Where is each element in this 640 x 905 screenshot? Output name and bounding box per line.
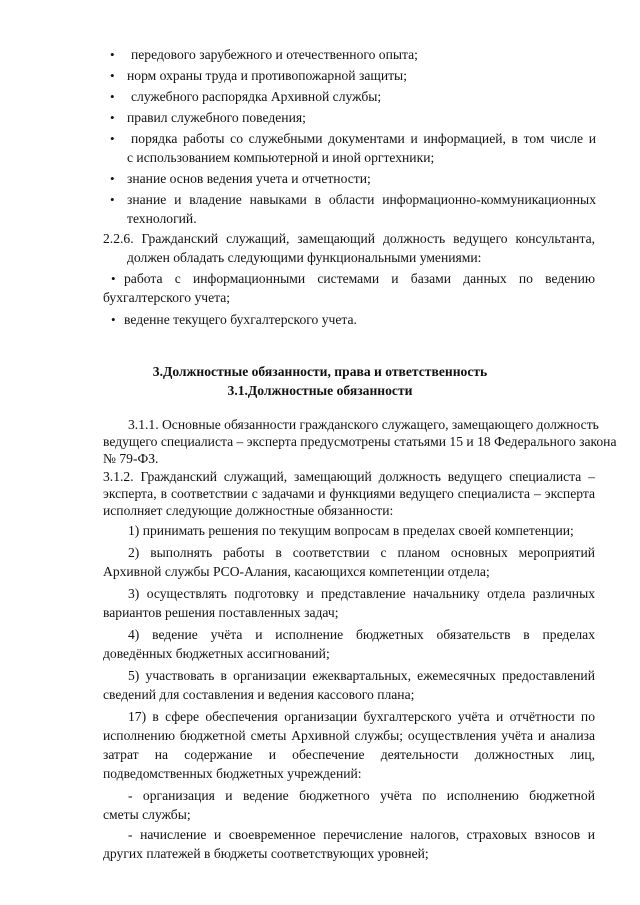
bullet-marker: • xyxy=(110,47,115,62)
list-item-continuation: бухгалтерского учета; xyxy=(103,290,231,305)
duty-item: 1) принимать решения по текущим вопросам в пределах своей компетенции; xyxy=(128,523,574,538)
bullet-marker: • xyxy=(110,171,115,186)
list-item: правил служебного поведения; xyxy=(127,110,306,125)
paragraph-3-1-2-line2: эксперта, в соответствии с задачами и функциями ведущего специалиста – эксперта xyxy=(103,486,595,501)
paragraph-3-1-2: 3.1.2. Гражданский служащий, замещающий должность ведущего специалиста – xyxy=(103,469,595,484)
duty-item-continuation: затрат на содержание и обеспечение деятельности должностных лиц, xyxy=(103,747,595,762)
bullet-marker: • xyxy=(111,271,116,286)
bullet-marker: • xyxy=(110,89,115,104)
duty-item: 4) ведение учёта и исполнение бюджетных обязательств в пределах xyxy=(128,627,595,642)
list-item: передового зарубежного и отечественного опыта; xyxy=(131,47,418,62)
paragraph-3-1-1-line2: ведущего специалиста – эксперта предусмотрены статьями 15 и 18 Федерального закона xyxy=(103,434,617,449)
duty-item: - начисление и своевременное перечисление налогов, страховых взносов и xyxy=(128,827,595,842)
paragraph-3-1-2-line3: исполняет следующие должностные обязанности: xyxy=(103,503,394,518)
list-item: норм охраны труда и противопожарной защиты; xyxy=(127,68,407,83)
duty-item-continuation: доведённых бюджетных ассигнований; xyxy=(103,646,330,661)
duty-item: 17) в сфере обеспечения организации бухгалтерского учёта и отчётности по xyxy=(128,709,595,724)
list-item: порядка работы со служебными документами и информацией, в том числе и xyxy=(131,131,596,146)
bullet-marker: • xyxy=(110,68,115,83)
duty-item: 3) осуществлять подготовку и представление начальнику отдела различных xyxy=(128,586,595,601)
duty-item: 5) участвовать в организации ежеквартальных, ежемесячных предоставлений xyxy=(128,668,595,683)
duty-item-continuation: Архивной службы РСО-Алания, касающихся компетенции отдела; xyxy=(103,564,490,579)
duty-item-continuation: сведений для составления и ведения кассового плана; xyxy=(103,687,415,702)
duty-item: - организация и ведение бюджетного учёта по исполнению бюджетной xyxy=(128,788,595,803)
duty-item-continuation: других платежей в бюджеты соответствующих уровней; xyxy=(103,846,429,861)
list-item: знание основ ведения учета и отчетности; xyxy=(127,171,371,186)
list-item: служебного распорядка Архивной службы; xyxy=(131,89,382,104)
paragraph-2-2-6: 2.2.6. Гражданский служащий, замещающий должность ведущего консультанта, xyxy=(103,231,595,246)
list-item-continuation: с использованием компьютерной и иной оргтехники; xyxy=(127,150,435,165)
bullet-marker: • xyxy=(110,131,115,146)
bullet-marker: • xyxy=(111,312,116,327)
bullet-marker: • xyxy=(110,192,115,207)
paragraph-3-1-1-line3: № 79-ФЗ. xyxy=(103,451,159,466)
list-item: работа с информационными системами и базами данных по ведению xyxy=(124,271,595,286)
duty-item-continuation: подведомственных бюджетных учреждений: xyxy=(103,766,362,781)
section-heading: 3.Должностные обязанности, права и ответственность xyxy=(152,364,488,379)
list-item-continuation: технологий. xyxy=(127,211,197,226)
list-item: веденне текущего бухгалтерского учета. xyxy=(124,312,357,327)
duty-item: 2) выполнять работы в соответствии с планом основных мероприятий xyxy=(128,545,595,560)
list-item: знание и владение навыками в области информационно-коммуникационных xyxy=(127,192,596,207)
paragraph-2-2-6-continuation: должен обладать следующими функциональными умениями: xyxy=(127,250,482,265)
paragraph-3-1-1: 3.1.1. Основные обязанности гражданского служащего, замещающего должность xyxy=(128,417,599,432)
bullet-marker: • xyxy=(110,110,115,125)
subsection-heading: 3.1.Должностные обязанности xyxy=(227,383,413,398)
duty-item-continuation: сметы службы; xyxy=(103,807,191,822)
duty-item-continuation: исполнению бюджетной сметы Архивной службы; осуществления учёта и анализа xyxy=(103,728,595,743)
duty-item-continuation: вариантов решения поставленных задач; xyxy=(103,605,339,620)
